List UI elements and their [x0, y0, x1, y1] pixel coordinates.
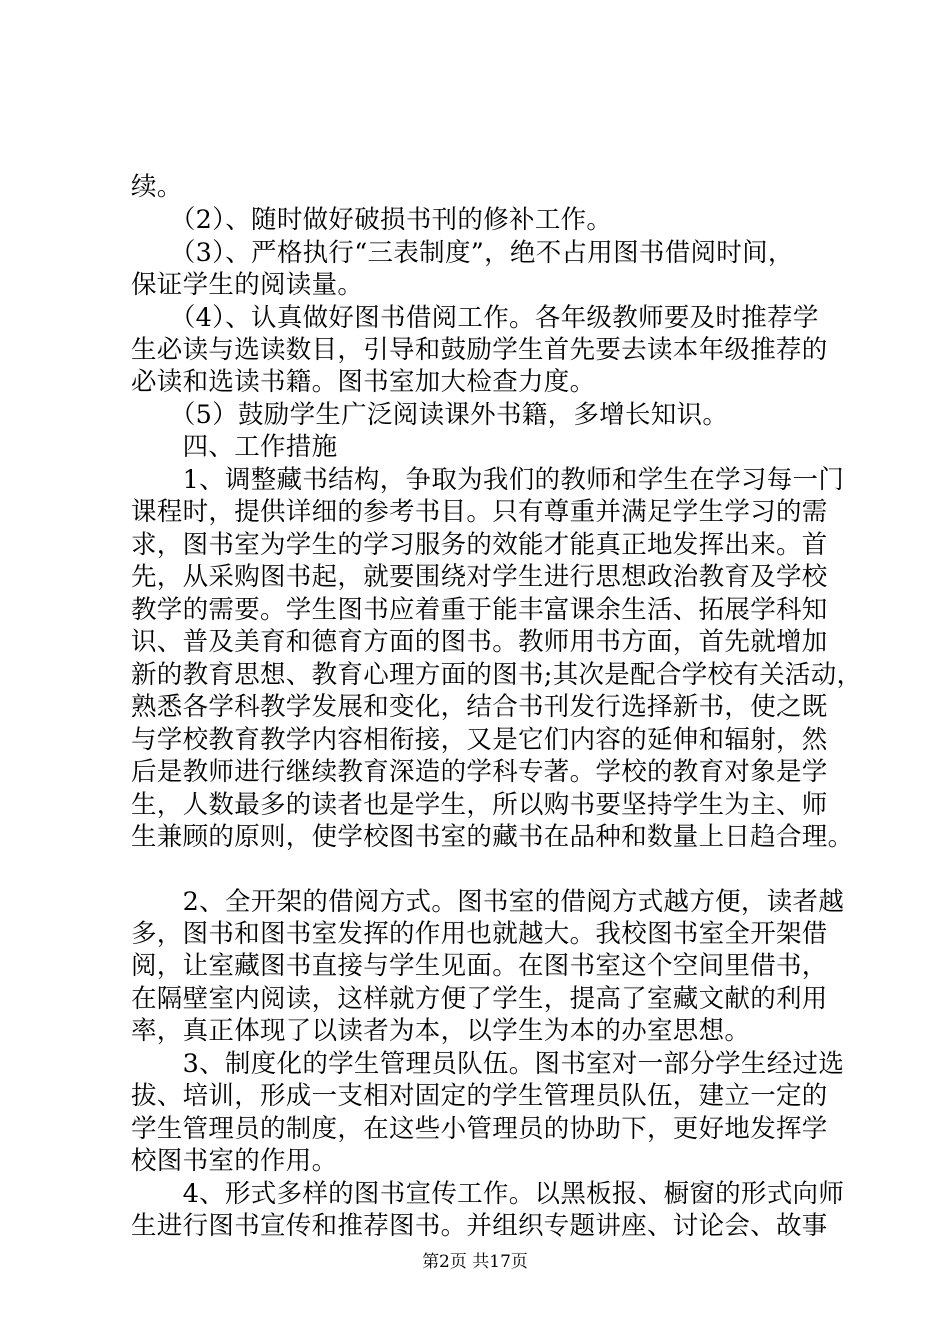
text-line: 3、制度化的学生管理员队伍。图书室对一部分学生经过选 [131, 1049, 845, 1079]
text-line: 教学的需要。学生图书应着重于能丰富课余生活、拓展学科知 [131, 595, 828, 625]
text-line: 保证学生的阅读量。 [131, 270, 364, 300]
text-line: 多，图书和图书室发挥的作用也就越大。我校图书室全开架借 [131, 919, 828, 949]
text-line: 求，图书室为学生的学习服务的效能才能真正地发挥出来。首 [131, 530, 828, 560]
text-line: 新的教育思想、教育心理方面的图书;其次是配合学校有关活动， [131, 660, 863, 690]
text-line: 4、形式多样的图书宣传工作。以黑板报、橱窗的形式向师 [131, 1179, 845, 1209]
text-line: （3）、严格执行“三表制度”，绝不占用图书借阅时间， [131, 238, 794, 268]
text-line: 识、普及美育和德育方面的图书。教师用书方面，首先就增加 [131, 627, 828, 657]
page-number-footer: 第2页 共17页 [422, 1252, 528, 1272]
text-line: 1、调整藏书结构，争取为我们的教师和学生在学习每一门 [131, 465, 845, 495]
text-line: 生必读与选读数目，引导和鼓励学生首先要去读本年级推荐的 [131, 335, 828, 365]
text-line: （4）、认真做好图书借阅工作。各年级教师要及时推荐学 [131, 303, 819, 333]
text-line: 先，从采购图书起，就要围绕对学生进行思想政治教育及学校 [131, 562, 828, 592]
text-line: 必读和选读书籍。图书室加大检查力度。 [131, 367, 596, 397]
text-line: 学生管理员的制度，在这些小管理员的协助下，更好地发挥学 [131, 1114, 828, 1144]
text-line: 后是教师进行继续教育深造的学科专著。学校的教育对象是学 [131, 757, 828, 787]
text-line: 生，人数最多的读者也是学生，所以购书要坚持学生为主、师 [131, 790, 828, 820]
text-line: 在隔壁室内阅读，这样就方便了学生，提高了室藏文献的利用 [131, 984, 828, 1014]
text-line: 生进行图书宣传和推荐图书。并组织专题讲座、讨论会、故事 [131, 1211, 828, 1241]
text-line: 生兼顾的原则，使学校图书室的藏书在品种和数量上日趋合理。 [131, 822, 854, 852]
text-line: （5）鼓励学生广泛阅读课外书籍，多增长知识。 [131, 400, 729, 430]
text-line: 率，真正体现了以读者为本，以学生为本的办室思想。 [131, 1016, 751, 1046]
text-line: 拔、培训，形成一支相对固定的学生管理员队伍，建立一定的 [131, 1081, 828, 1111]
text-line: （2）、随时做好破损书刊的修补工作。 [131, 205, 613, 235]
text-line: 阅，让室藏图书直接与学生见面。在图书室这个空间里借书， [131, 951, 828, 981]
text-line: 校图书室的作用。 [131, 1146, 338, 1176]
text-line: 课程时，提供详细的参考书目。只有尊重并满足学生学习的需 [131, 497, 828, 527]
text-line: 与学校教育教学内容相衔接，又是它们内容的延伸和辐射，然 [131, 725, 828, 755]
text-line: 熟悉各学科教学发展和变化，结合书刊发行选择新书，使之既 [131, 692, 828, 722]
text-line: 续。 [131, 172, 183, 202]
text-line: 2、全开架的借阅方式。图书室的借阅方式越方便，读者越 [131, 887, 845, 917]
text-line: 四、工作措施 [131, 432, 338, 462]
